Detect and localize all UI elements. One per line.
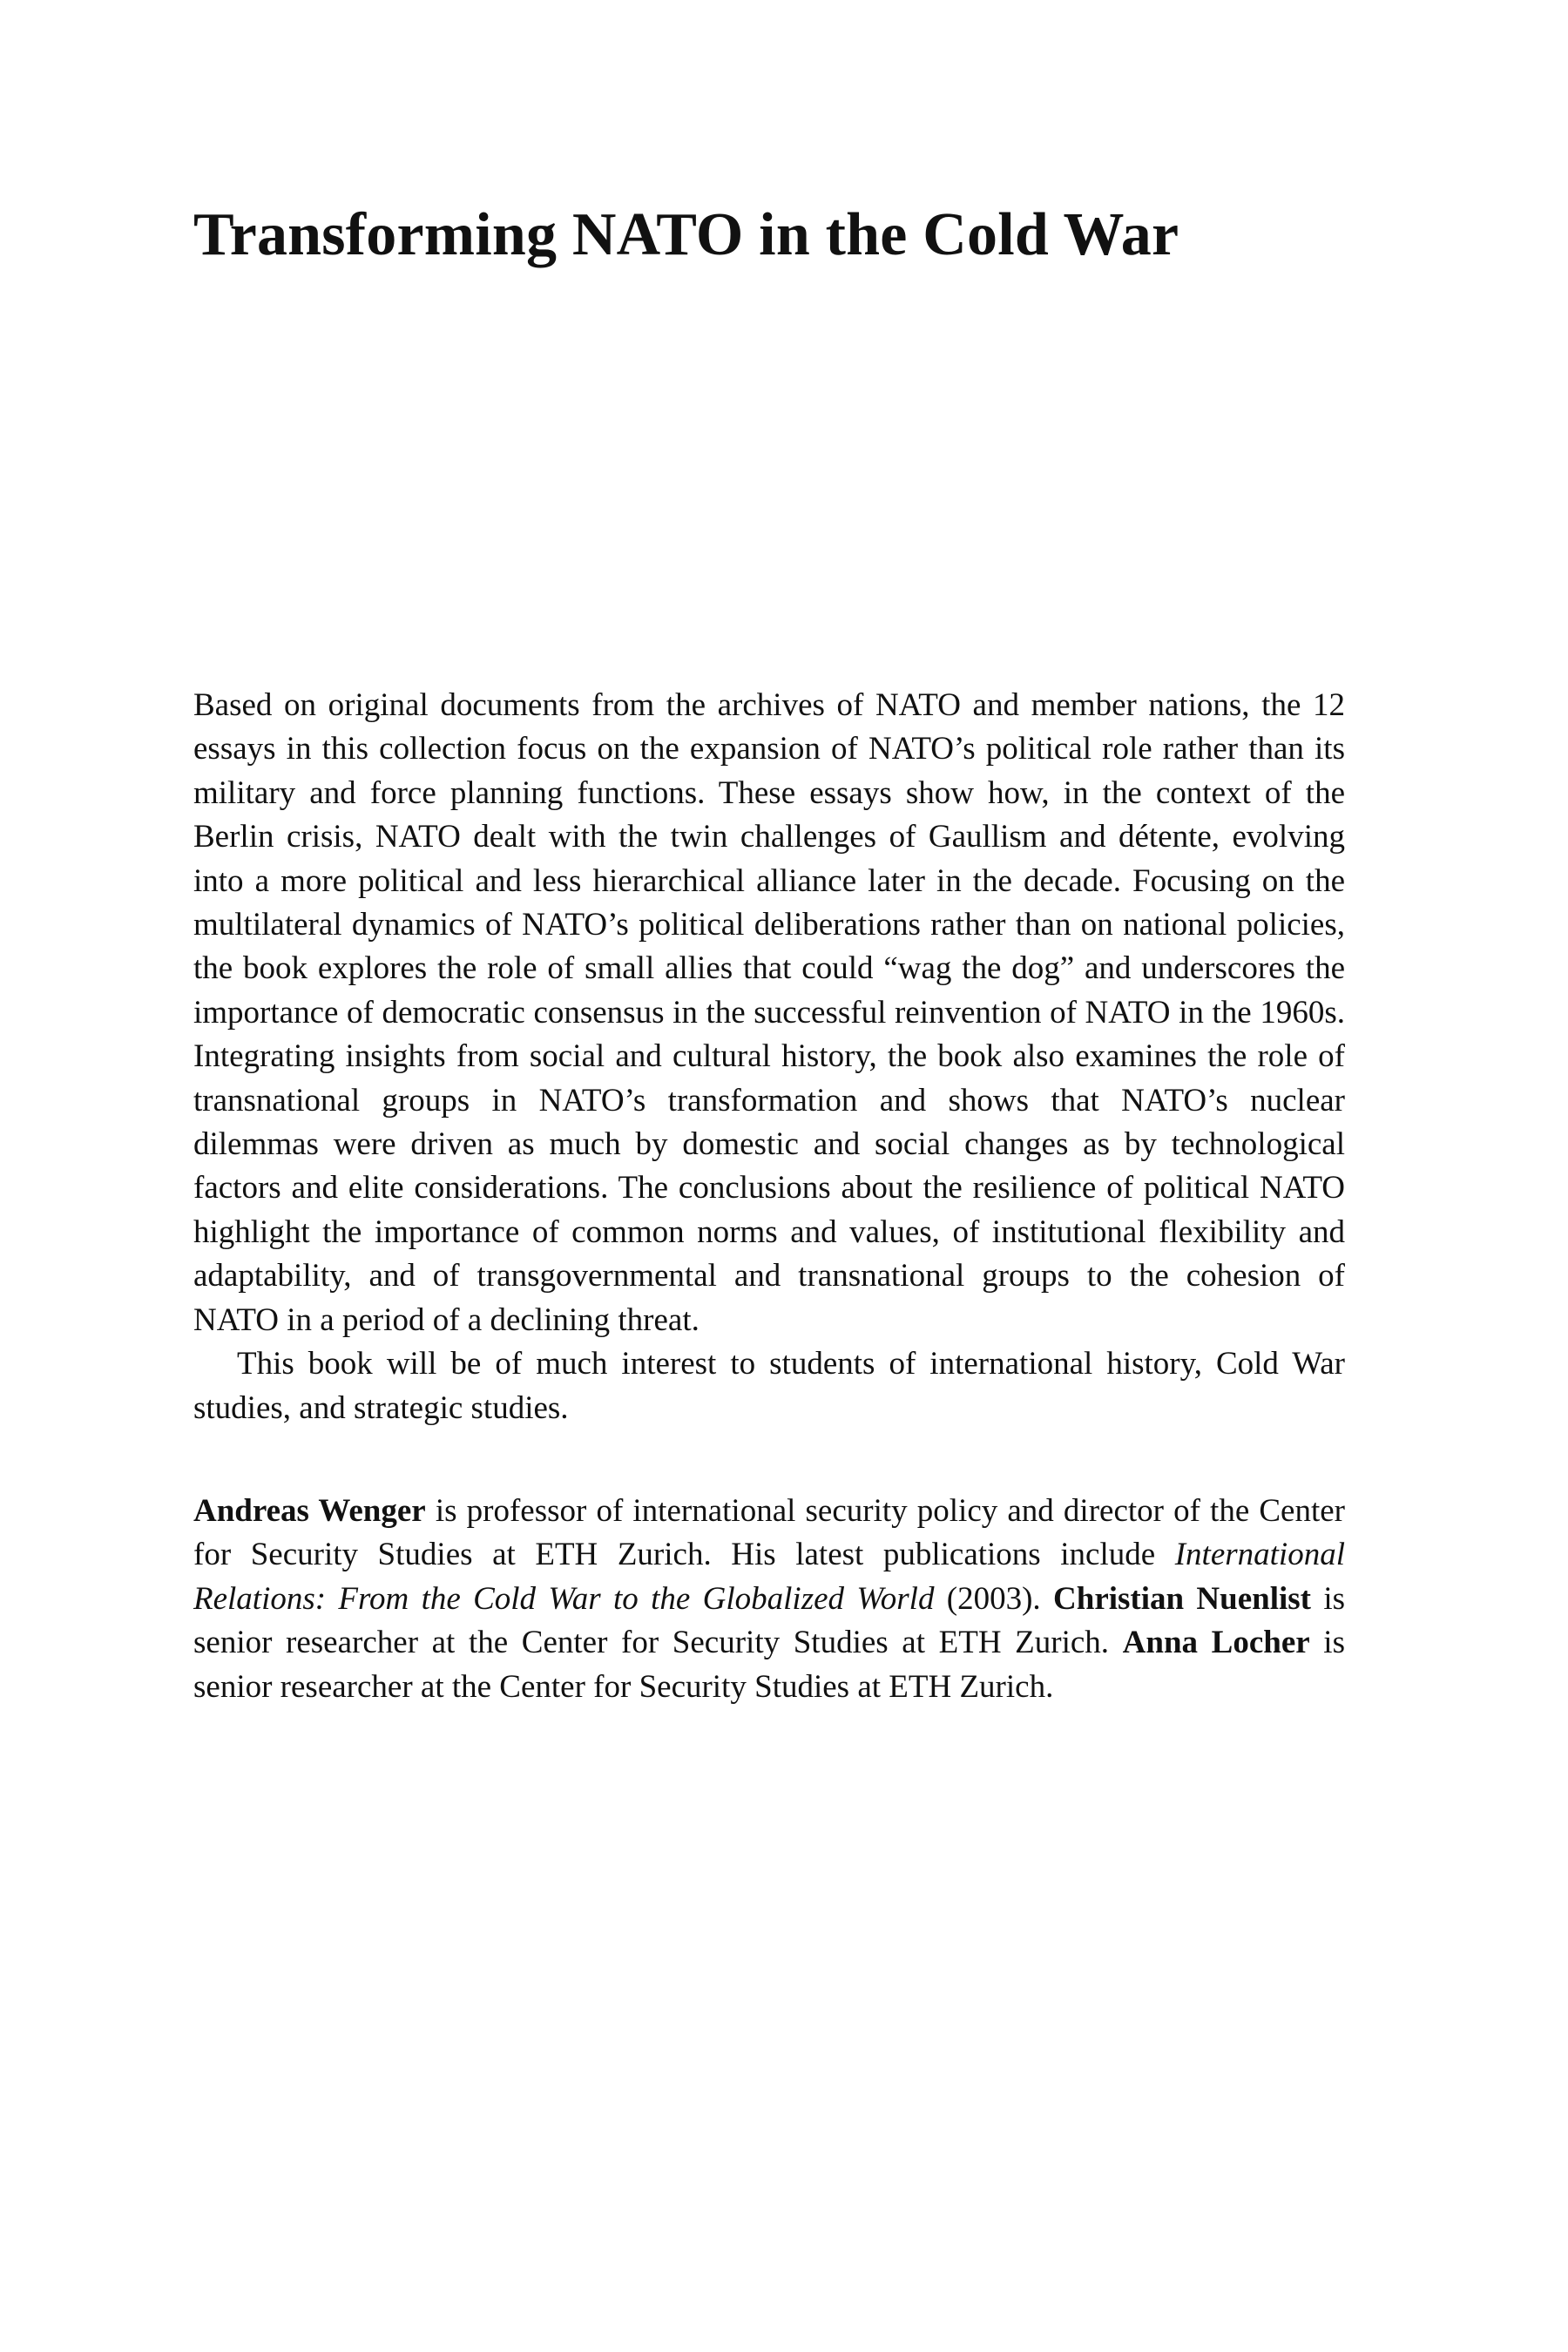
book-title: Transforming NATO in the Cold War: [193, 201, 1179, 268]
author-bio-paragraph: [193, 1490, 1345, 1709]
description-paragraph-2: This book will be of much interest to students of international history, Cold War studies, and strategic studies.: [193, 1346, 1345, 1426]
author-bio-anna-locher: is senior researcher at the Center for Security Studies at ETH Zurich.: [193, 1625, 1345, 1705]
author-bio-andreas-wenger: is professor of international security policy and director of the Center for Security Studies at ETH Zurich. His latest publications include: [193, 1493, 1345, 1573]
publication-title: International Relations: From the Cold War to the Globalized World: [193, 1537, 1345, 1617]
author-name-christian-nuenlist: Christian Nuenlist: [1053, 1580, 1311, 1617]
author-name-andreas-wenger: Andreas Wenger: [193, 1493, 426, 1529]
author-bios: [193, 1490, 1345, 1709]
author-name-anna-locher: Anna Locher: [1122, 1625, 1310, 1661]
description-paragraph-1: Based on original documents from the archives of NATO and member nations, the 12 essays in this collection focus on the expansion of NATO’s political role rather than its military and force planning functions. These essays show how, in the context of the Berlin crisis, NATO dealt with the twin challenges of Gaullism and détente, evolving into a more political and less hierarchical alliance later in the decade. Focusing on the multilateral dynamics of NATO’s political deliberations rather than on national policies, the book explores the role of small allies that could “wag the dog” and underscores the importance of democratic consensus in the successful reinvention of NATO in the 1960s. Integrating insights from social and cultural history, the book also examines the role of transnational groups in NATO’s transformation and shows that NATO’s nuclear dilemmas were driven as much by domestic and social changes as by technological factors and elite considerations. The conclusions about the resilience of political NATO highlight the importance of common norms and values, of institutional flexibility and adaptability, and of transgovernmental and transnational groups to the cohesion of NATO in a period of a declining threat.: [193, 687, 1345, 1338]
author-bio-christian-nuenlist: is senior researcher at the Center for Security Studies at ETH Zurich.: [193, 1580, 1346, 1661]
book-description: [193, 684, 1345, 1430]
publication-year: (2003).: [934, 1580, 1054, 1617]
